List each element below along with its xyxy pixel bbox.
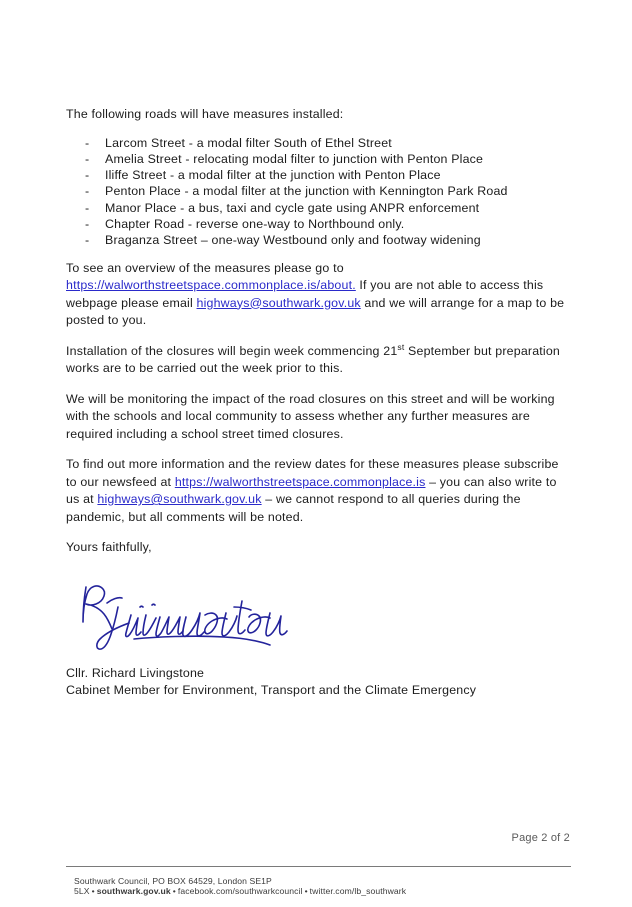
footer-separator: • bbox=[304, 886, 308, 896]
link-highways-email-2[interactable]: highways@southwark.gov.uk bbox=[97, 492, 262, 507]
bullet-marker: - bbox=[85, 233, 90, 248]
signatory-name: Cllr. Richard Livingstone bbox=[66, 665, 205, 680]
more-info-text-part3: – we cannot respond to all queries during the pandemic, but all comments will be noted. bbox=[66, 492, 521, 524]
road-measures-list bbox=[66, 135, 571, 249]
bullet-marker: - bbox=[85, 184, 90, 199]
footer-twitter: twitter.com/lb_southwark bbox=[309, 886, 407, 896]
list-item-label: Amelia Street - relocating modal filter to junction with Penton Place bbox=[105, 151, 484, 166]
link-walworth-about[interactable]: https://walworthstreetspace.commonplace.is/about. bbox=[66, 278, 356, 293]
installation-text-part2: September but preparation works are to be carried out the week prior to this. bbox=[66, 343, 560, 376]
list-item bbox=[66, 216, 571, 232]
bullet-marker: - bbox=[85, 216, 90, 231]
list-item-label: Braganza Street – one-way Westbound only and footway widening bbox=[105, 233, 481, 248]
signatory-block bbox=[66, 665, 571, 699]
list-item-label: Manor Place - a bus, taxi and cycle gate using ANPR enforcement bbox=[105, 200, 480, 215]
footer bbox=[74, 876, 594, 896]
installation-text-part1: Installation of the closures will begin week commencing 21 bbox=[66, 343, 398, 358]
footer-facebook: facebook.com/southwarkcouncil bbox=[177, 886, 303, 896]
list-item bbox=[66, 151, 571, 167]
monitoring-paragraph: We will be monitoring the impact of the road closures on this street and will be working with the schools and local community to assess whether any further measures are required including a school street timed closures. bbox=[66, 391, 555, 441]
overview-text-part2: If you are not able to access this webpage please email bbox=[66, 278, 544, 310]
footer-website: southwark.gov.uk bbox=[96, 886, 171, 896]
ordinal-suffix: st bbox=[397, 341, 405, 352]
closing-paragraph: Yours faithfully, bbox=[66, 540, 152, 555]
intro-paragraph: The following roads will have measures installed: bbox=[66, 107, 344, 121]
footer-divider bbox=[66, 866, 571, 867]
bullet-marker: - bbox=[85, 135, 90, 150]
more-info-paragraph bbox=[66, 456, 571, 526]
signature-block bbox=[66, 575, 571, 661]
signatory-title: Cabinet Member for Environment, Transport and the Climate Emergency bbox=[66, 682, 477, 697]
list-item bbox=[66, 135, 571, 151]
list-item bbox=[66, 183, 571, 199]
list-item-label: Larcom Street - a modal filter South of Ethel Street bbox=[105, 135, 392, 150]
list-item bbox=[66, 167, 571, 183]
letter-body bbox=[66, 106, 571, 699]
signature-image bbox=[74, 577, 304, 657]
list-item-label: Iliffe Street - a modal filter at the junction with Penton Place bbox=[105, 168, 441, 183]
more-info-text-part1: To find out more information and the review dates for these measures please subscribe to our newsfeed at bbox=[66, 457, 559, 489]
footer-address: Southwark Council, PO BOX 64529, London SE1P 5LX bbox=[74, 876, 272, 896]
more-info-text-part2: – you can also write to us at bbox=[66, 474, 557, 507]
bullet-marker: - bbox=[85, 200, 90, 215]
footer-separator: • bbox=[91, 886, 95, 896]
overview-text-part3: and we will arrange for a map to be posted to you. bbox=[66, 295, 565, 328]
list-item bbox=[66, 200, 571, 216]
list-item-label: Chapter Road - reverse one-way to Northbound only. bbox=[105, 216, 405, 231]
list-item bbox=[66, 232, 571, 248]
overview-paragraph bbox=[66, 260, 571, 330]
link-highways-email[interactable]: highways@southwark.gov.uk bbox=[196, 295, 361, 310]
bullet-marker: - bbox=[85, 151, 90, 166]
footer-separator: • bbox=[172, 886, 176, 896]
installation-paragraph bbox=[66, 343, 571, 378]
overview-text-part1: To see an overview of the measures please go to bbox=[66, 260, 344, 275]
list-item-label: Penton Place - a modal filter at the junction with Kennington Park Road bbox=[105, 184, 508, 199]
page-number: Page 2 of 2 bbox=[511, 832, 570, 844]
bullet-marker: - bbox=[85, 168, 90, 183]
link-walworth-newsfeed[interactable]: https://walworthstreetspace.commonplace.is bbox=[174, 474, 426, 489]
